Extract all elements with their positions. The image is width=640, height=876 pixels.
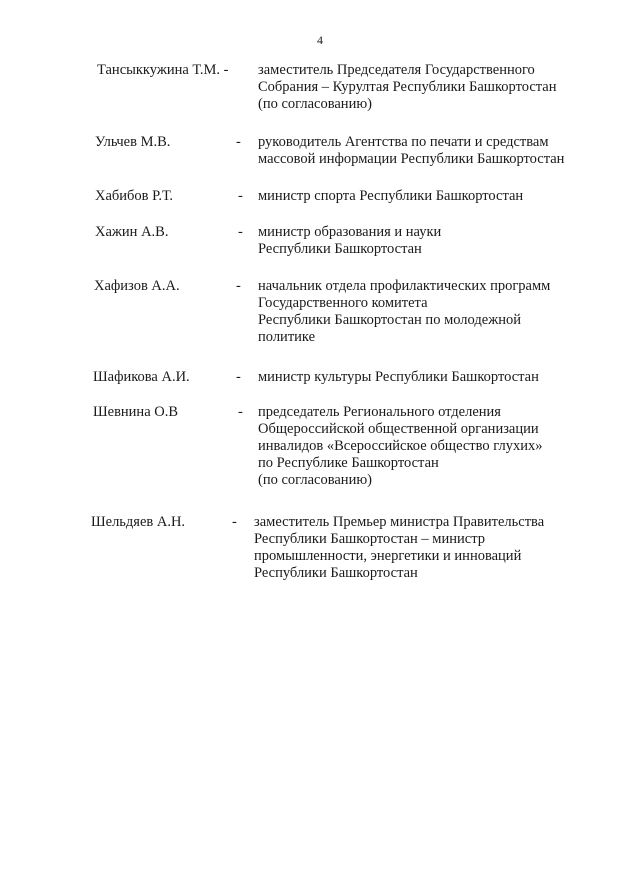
member-position xyxy=(254,514,624,582)
member-position xyxy=(258,62,628,113)
position-line: Республики Башкортостан по молодежной xyxy=(258,312,521,328)
member-name: Хабибов Р.Т. xyxy=(95,188,174,204)
page-number: 4 xyxy=(317,33,323,47)
member-dash: - xyxy=(238,404,243,420)
member-name: Хафизов А.А. xyxy=(94,278,180,294)
member-name: Ульчев М.В. xyxy=(95,134,171,150)
position-line: начальник отдела профилактических программ xyxy=(258,278,551,294)
member-name: Шевнина О.В xyxy=(93,404,179,420)
member-position xyxy=(258,369,628,386)
position-line: массовой информации Республики Башкортостан xyxy=(258,151,565,167)
member-position xyxy=(258,224,628,258)
member-dash: - xyxy=(236,134,241,150)
member-dash: - xyxy=(238,224,243,240)
member-position xyxy=(258,278,628,346)
member-dash: - xyxy=(232,514,237,530)
position-line: Республики Башкортостан xyxy=(258,241,422,257)
member-dash: - xyxy=(236,278,241,294)
position-line: политике xyxy=(258,329,316,345)
member-name: Шафикова А.И. xyxy=(93,369,190,385)
position-line: по Республике Башкортостан xyxy=(258,455,439,471)
position-line: Государственного комитета xyxy=(258,295,428,311)
member-position xyxy=(258,134,628,168)
position-line: председатель Регионального отделения xyxy=(258,404,501,420)
position-line: Республики Башкортостан – министр xyxy=(254,531,485,547)
position-line: министр спорта Республики Башкортостан xyxy=(258,188,524,204)
position-line: министр культуры Республики Башкортостан xyxy=(258,369,539,385)
member-dash: - xyxy=(236,369,241,385)
member-name: Шельдяев А.Н. xyxy=(91,514,186,530)
position-line: Собрания – Курултая Республики Башкортостан xyxy=(258,79,557,95)
member-position xyxy=(258,404,628,489)
position-line: руководитель Агентства по печати и средствам xyxy=(258,134,549,150)
position-line: инвалидов «Всероссийское общество глухих» xyxy=(258,438,543,454)
position-line: промышленности, энергетики и инноваций xyxy=(254,548,522,564)
member-dash: - xyxy=(238,188,243,204)
position-line: Республики Башкортостан xyxy=(254,565,418,581)
position-line: заместитель Премьер министра Правительства xyxy=(254,514,545,530)
position-line: (по согласованию) xyxy=(258,472,372,488)
member-position xyxy=(258,188,628,205)
member-name: Хажин А.В. xyxy=(95,224,169,240)
position-line: (по согласованию) xyxy=(258,96,372,112)
position-line: Общероссийской общественной организации xyxy=(258,421,539,437)
position-line: заместитель Председателя Государственного xyxy=(258,62,535,78)
member-name: Тансыккужина Т.М. - xyxy=(97,62,229,78)
position-line: министр образования и науки xyxy=(258,224,442,240)
